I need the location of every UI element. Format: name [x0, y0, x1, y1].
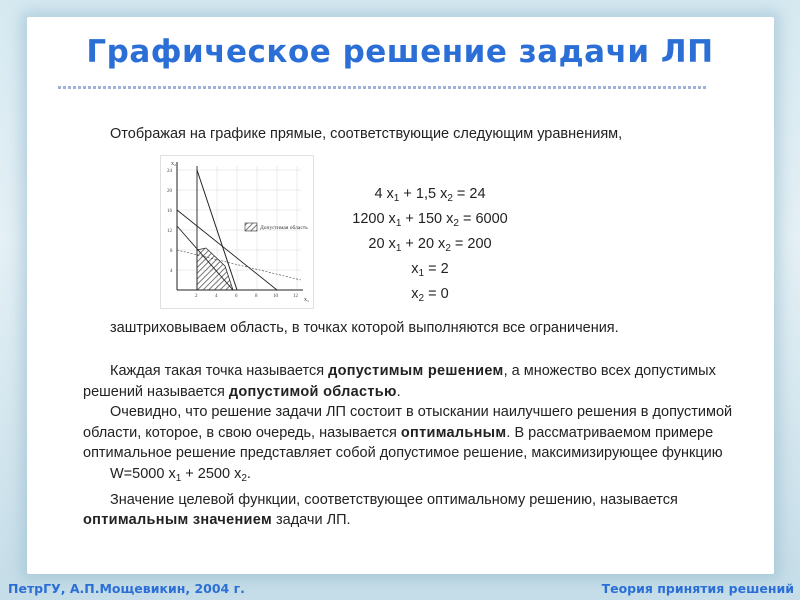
objective-line: [177, 250, 301, 280]
intro-text: Отображая на графике прямые, соответствующие следующим уравнениям,: [110, 126, 623, 142]
legend-swatch: [245, 223, 257, 231]
chart-svg: [161, 156, 313, 308]
term-optimal: оптимальным: [400, 424, 507, 441]
equation-5: $x_2 = 0$: [411, 286, 449, 304]
shade-text: заштриховываем область, в точках которой выполняются все ограничения.: [110, 320, 619, 336]
footer-course: Теория принятия решений: [601, 581, 794, 596]
y-tick: 4: [170, 269, 173, 274]
legend-label: Допустимая область: [260, 225, 308, 231]
x-tick: 6: [235, 294, 238, 299]
x-axis-label: x₁: [304, 297, 310, 303]
y-tick: 16: [167, 209, 172, 214]
paragraph-optimal-value: Значение целевой функции, соответствующее оптимальному решению, называется оптимальным значением задачи ЛП.: [83, 491, 678, 529]
y-tick: 8: [170, 249, 173, 254]
equation-1: 4 $x_1 + 1,5$ $x_2 = 24$: [374, 186, 486, 204]
feasible-region-chart: [160, 155, 314, 309]
y-tick: 12: [167, 229, 172, 234]
term-feasible-region: допустимой областью: [228, 383, 397, 400]
term-optimal-value: оптимальным значением: [83, 512, 272, 529]
x-tick: 2: [195, 294, 198, 299]
objective-function: W=5000 $x_1 + 2500$ $x_2$.: [110, 465, 251, 484]
x-tick: 12: [293, 294, 298, 299]
y-tick: 24: [167, 169, 172, 174]
x-tick: 8: [255, 294, 258, 299]
y-axis-label: x₂: [171, 161, 177, 167]
equation-2: 1200 $x_1 + 150$ $x_2 = 6000$: [352, 211, 508, 229]
x-tick: 4: [215, 294, 218, 299]
slide-title: Графическое решение задачи ЛП: [86, 34, 714, 70]
title-divider: [58, 86, 708, 89]
equation-list: [320, 184, 540, 309]
equation-3: 20 $x_1 + 20$ $x_2 = 200$: [368, 236, 492, 254]
equation-4: $x_1 = 2$: [411, 261, 449, 279]
x-tick: 10: [273, 294, 278, 299]
footer-author: ПетрГУ, А.П.Мощевикин, 2004 г.: [8, 581, 245, 596]
term-feasible-solution: допустимым решением: [328, 363, 504, 379]
paragraph-optimal: Очевидно, что решение задачи ЛП состоит в отыскании наилучшего решения в допустимой области, которое, в свою очередь, называется оптимальным. В рассматриваемом примере оптимальное решение представляет собой допустимое решение, максимизирующее функцию: [83, 404, 733, 462]
y-tick: 20: [167, 189, 172, 194]
paragraph-feasible: Каждая такая точка называется допустимым решением, а множество всех допустимых решений называется допустимой областью.: [83, 363, 716, 400]
body-text: [83, 361, 748, 531]
